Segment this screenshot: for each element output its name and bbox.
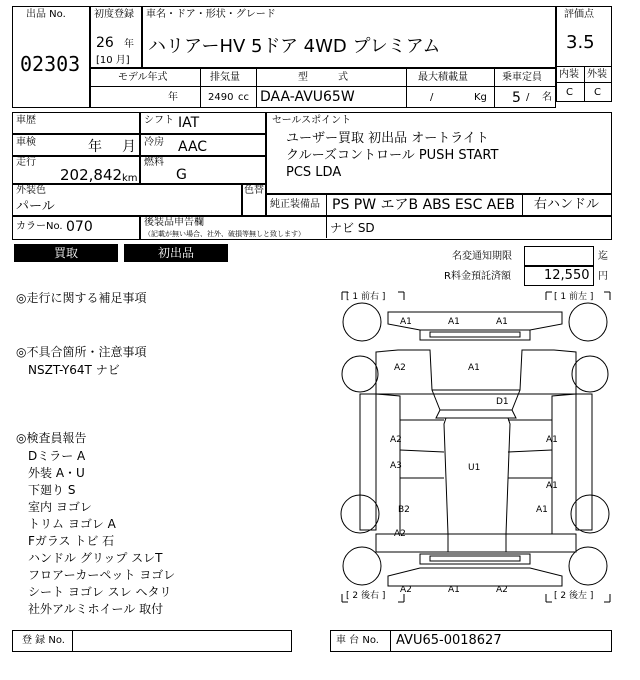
recycle-label: R料金預託済額: [444, 271, 511, 282]
aftermarket-value: ナビ SD: [330, 221, 375, 235]
inspector-item-4: 室内 ヨゴレ: [28, 500, 92, 514]
corner-tl: [ 1 前右 ]: [346, 292, 386, 302]
color-change-label: 色替: [244, 185, 264, 196]
ac-label: 冷房: [144, 137, 164, 148]
ext-color-label: 外装色: [16, 185, 46, 196]
capacity-label: 乗車定員: [502, 72, 542, 83]
corner-bl: [ 2 後右 ]: [346, 591, 386, 601]
car-name: ハリアーHV 5ドア 4WD プレミアム: [148, 36, 441, 57]
mark-roof: U1: [468, 463, 481, 473]
displacement-label: 排気量: [210, 72, 240, 83]
exterior-label: 外装: [587, 69, 607, 80]
equipment-label: 純正装備品: [270, 199, 320, 210]
mark-door-rl: A1: [536, 505, 548, 515]
name-change-unit: 迄: [598, 251, 608, 262]
chassis-label: 車 台 No.: [336, 635, 379, 646]
damage-diagram: [340, 290, 612, 604]
inspection-label: 車検: [16, 137, 36, 148]
max-load-value: /: [430, 92, 434, 103]
ext-color-value: パール: [16, 199, 55, 214]
max-load-unit: Kg: [474, 92, 487, 103]
mileage-label: 走行: [16, 157, 36, 168]
type-label: 型 式: [298, 72, 348, 83]
mark-rear-2: A1: [448, 585, 460, 595]
recycle-value: 12,550: [544, 268, 590, 283]
corner-tr: [ 1 前左 ]: [554, 292, 594, 302]
score-label: 評価点: [564, 9, 594, 20]
mark-door-fr: A2: [390, 435, 402, 445]
displacement-value: 2490: [208, 92, 234, 103]
model-year-unit: 年: [168, 92, 178, 103]
name-change-field: [524, 246, 594, 266]
inspector-item-8: フロアーカーペット ヨゴレ: [28, 568, 176, 582]
first-listing-badge: 初出品: [124, 244, 228, 262]
fuel-value: G: [176, 167, 187, 183]
inspector-item-2: 外装 A・U: [28, 466, 85, 480]
type-code: DAA-AVU65W: [260, 89, 355, 105]
first-reg-year: 26: [96, 35, 114, 51]
chassis-value: AVU65-0018627: [396, 633, 502, 648]
color-no-label: カラーNo.: [16, 221, 63, 232]
inspector-item-9: シート ヨゴレ スレ ヘタリ: [28, 585, 172, 599]
capacity-value: 5: [512, 90, 521, 106]
mark-front-1: A1: [400, 317, 412, 327]
sales-point-1: ユーザー買取 初出品 オートライト: [286, 131, 489, 146]
name-change-label: 名変通知期限: [452, 251, 512, 262]
inspector-item-7: ハンドル グリップ スレT: [28, 551, 163, 565]
shift-value: IAT: [178, 115, 200, 131]
ac-value: AAC: [178, 139, 208, 155]
mark-hood: A1: [468, 363, 480, 373]
history-label: 車歴: [16, 115, 36, 126]
inspection-month: 月: [122, 139, 136, 155]
lot-label: 出品 No.: [26, 9, 66, 20]
inspector-item-3: 下廻り S: [28, 483, 76, 497]
score-value: 3.5: [566, 32, 595, 53]
aftermarket-note: （記載が無い場合、社外、破損等無しと致します）: [144, 230, 305, 238]
inspector-item-10: 社外アルミホイール 取付: [28, 602, 164, 616]
sales-point-2: クルーズコントロール PUSH START: [286, 148, 499, 163]
mark-door-rr: A3: [390, 461, 402, 471]
mark-quarter-r: B2: [398, 505, 410, 515]
mark-door-fl: A1: [546, 435, 558, 445]
max-load-label: 最大積載量: [418, 72, 468, 83]
handle-value: 右ハンドル: [534, 197, 600, 212]
defects-value: NSZT-Y64T ナビ: [28, 363, 120, 377]
car-name-label: 車名・ドア・形状・グレード: [146, 9, 276, 20]
corner-br: [ 2 後左 ]: [554, 591, 594, 601]
first-reg-label: 初度登録: [94, 9, 134, 20]
mark-front-2: A1: [448, 317, 460, 327]
mileage-unit: km: [122, 173, 138, 184]
mark-side-rl: A1: [546, 481, 558, 491]
first-reg-month: [10 月]: [96, 55, 130, 66]
defects-label: ◎不具合箇所・注意事項: [16, 345, 147, 359]
inspector-label: ◎検査員報告: [16, 431, 87, 445]
recycle-unit: 円: [598, 271, 608, 282]
shift-label: シフト: [144, 115, 174, 126]
capacity-sep: /: [526, 92, 530, 103]
inspection-year: 年: [88, 139, 102, 155]
equipment-value: PS PW エアB ABS ESC AEB: [332, 197, 515, 213]
interior-label: 内装: [559, 69, 579, 80]
fuel-label: 燃料: [144, 157, 164, 168]
buyout-badge: 買取: [14, 244, 118, 262]
inspector-item-5: トリム ヨゴレ A: [28, 517, 116, 531]
mark-rear-r: A2: [394, 529, 406, 539]
aftermarket-label: 後装品申告欄: [144, 217, 204, 228]
first-reg-year-unit: 年: [124, 39, 134, 50]
mark-rear-1: A2: [400, 585, 412, 595]
capacity-person: 名: [542, 92, 552, 103]
exterior-grade: C: [594, 87, 601, 98]
sales-point-3: PCS LDA: [286, 165, 342, 180]
driving-notes-label: ◎走行に関する補足事項: [16, 291, 147, 305]
mark-front-3: A1: [496, 317, 508, 327]
lot-number: 02303: [20, 52, 81, 76]
color-no-value: 070: [66, 219, 93, 235]
mark-fender-fr: A2: [394, 363, 406, 373]
sales-points-label: セールスポイント: [272, 115, 352, 126]
mark-rear-3: A2: [496, 585, 508, 595]
reg-no-label: 登 録 No.: [22, 635, 65, 646]
model-year-label: モデル年式: [118, 72, 168, 83]
inspector-item-1: Dミラー A: [28, 449, 86, 463]
mark-windshield: D1: [496, 397, 509, 407]
displacement-unit: cc: [238, 92, 249, 103]
mileage-value: 202,842: [60, 166, 123, 184]
interior-grade: C: [566, 87, 573, 98]
inspector-item-6: Fガラス トビ 石: [28, 534, 115, 548]
